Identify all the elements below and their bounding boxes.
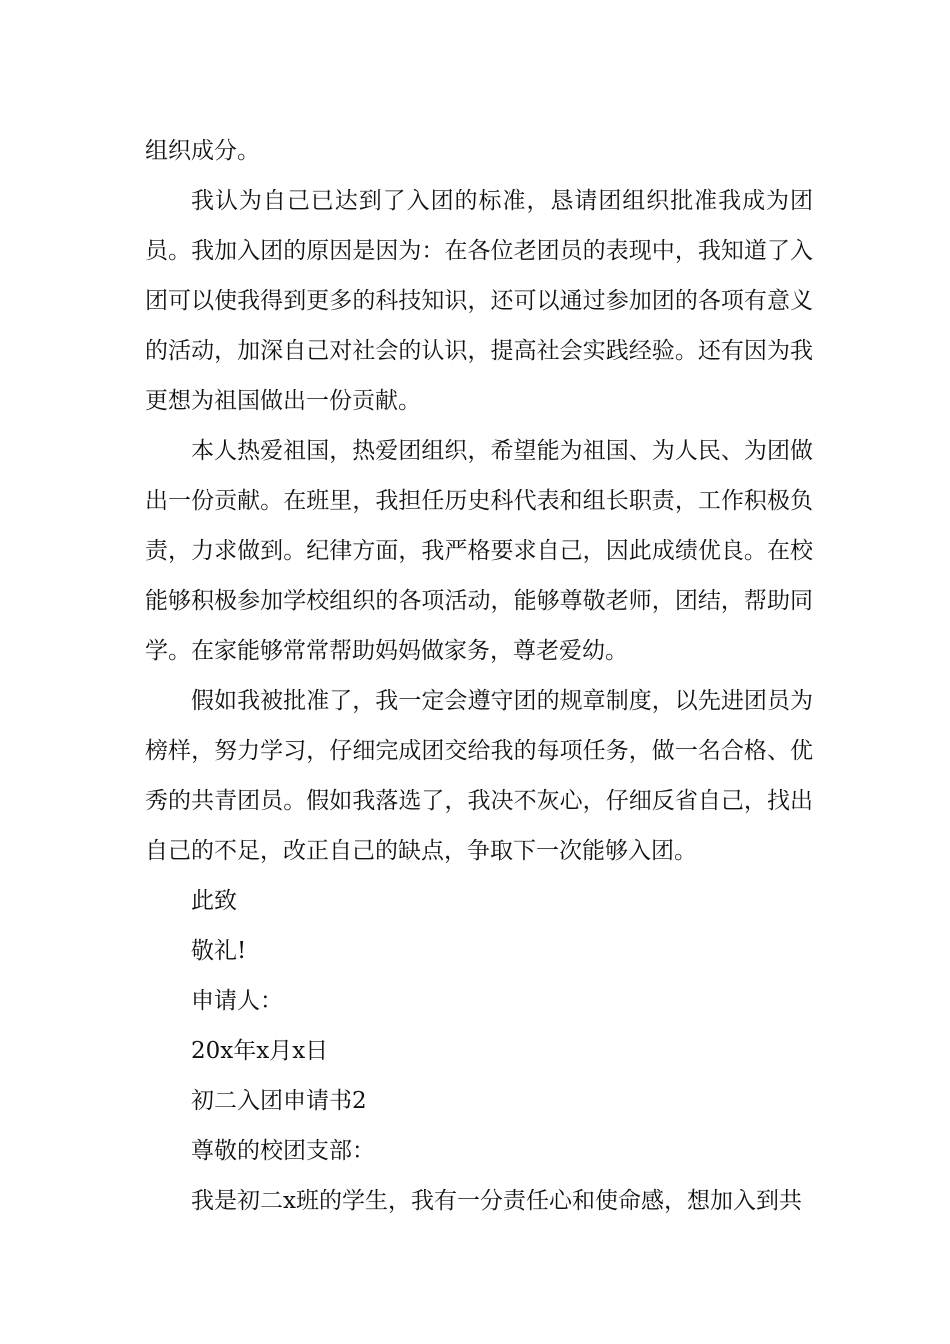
closing-line-2: 敬礼! — [191, 938, 247, 964]
date-line: 20x年x月x日 — [191, 1038, 329, 1064]
applicant-line: 申请人： — [191, 988, 283, 1014]
paragraph-reason: 我认为自己已达到了入团的标准，恳请团组织批准我成为团员。我加入团的原因是因为：在各位老团员的表现中，我知道了入团可以使我得到更多的科技知识，还可以通过参加团的各项有意义的活动，加深自己对社会的认识，提高社会实践经验。还有因为我更想为祖国做出一份贡献。 — [145, 188, 813, 414]
paragraph-intro: 我是初二x班的学生，我有一分责任心和使命感，想加入到共 — [191, 1188, 802, 1214]
section-title: 初二入团申请书2 — [191, 1088, 367, 1114]
document-body — [145, 126, 813, 1226]
paragraph-commitment: 假如我被批准了，我一定会遵守团的规章制度，以先进团员为榜样，努力学习，仔细完成团交给我的每项任务，做一名合格、优秀的共青团员。假如我落选了，我决不灰心，仔细反省自己，找出自己的不足，改正自己的缺点，争取下一次能够入团。 — [145, 688, 813, 864]
paragraph-self-description: 本人热爱祖国，热爱团组织，希望能为祖国、为人民、为团做出一份贡献。在班里，我担任历史科代表和组长职责，工作积极负责，力求做到。纪律方面，我严格要求自己，因此成绩优良。在校能够积极参加学校组织的各项活动，能够尊敬老师，团结，帮助同学。在家能够常常帮助妈妈做家务，尊老爱幼。 — [145, 438, 813, 664]
closing-line-1: 此致 — [191, 888, 237, 914]
paragraph-continuation: 组织成分。 — [145, 138, 260, 164]
salutation-line: 尊敬的校团支部： — [191, 1138, 375, 1164]
